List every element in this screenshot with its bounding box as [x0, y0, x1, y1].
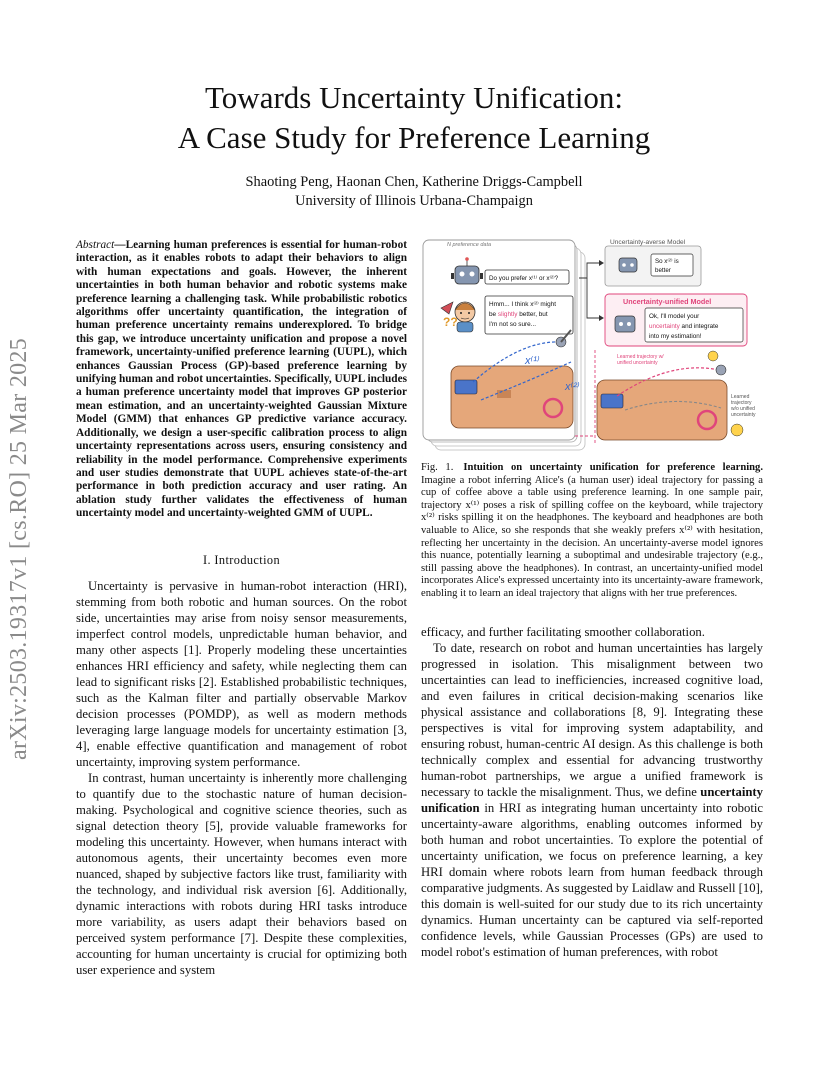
human-reply-line-2: be slightly better, but — [489, 311, 548, 318]
learned-wo-label-4: uncertainty — [731, 412, 756, 418]
right-paragraph-2: To date, research on robot and human uncertainties has largely progressed in isolation. This misalignment between two uncertainties can lead to inefficiencies, increased cognitive load, and even failures in critical decision-making scenarios like physical assistance and collaborations [8, 9]. Integrating these perspectives is vital for improving system adaptability, and ensuring robust, human-centric AI design. As this challenge is both technically complex and essential for advancing trustworthy human-robot partnerships, we argue a unified framework is necessary to tackle the misalignment. Thus, we define uncertainty unification in HRI as integrating human uncertainty into robotic uncertainty-aware algorithms, enabling outcomes informed by both human and robot uncertainties. To explore the potential of uncertainty unification, we focus on preference learning, a key HRI domain where robots learn from human feedback through comparative judgments. As suggested by Laidlaw and Russell [10], this domain is well-suited for our study due to its rich uncertainty dynamics. Human uncertainty can be captured via self-reported confidence levels, while Gaussian Processes (GPs) are used to model robot's estimation of human preferences, with robot — [421, 641, 763, 959]
learned-wo-label-2: trajectory — [731, 400, 752, 406]
title-line-2: A Case Study for Preference Learning — [177, 120, 651, 155]
human-reply-line-1: Hmm... I think x⁽²⁾ might — [489, 301, 557, 308]
right-paragraph-1: efficacy, and further facilitating smoother collaboration. — [421, 625, 705, 639]
section-heading: I. Introduction — [202, 553, 281, 567]
left-paragraph-1: Uncertainty is pervasive in human-robot interaction (HRI), stemming from both robotic and human sources. On the robot side, uncertainties may arise from noisy sensor measurements, imperfect control models, unpredictable human behavior, and many other aspects [1]. Properly modeling these uncertainties enhances HRI efficiency and safety, while neglecting them can lead to significant risks [2]. Established probabilistic techniques, such as the Kalman filter and partially observable Markov decision processes (POMDP), as well as modern methods leveraging large language models for uncertainty estimation [3, 4], enable effective quantification and management of robot uncertainty, improving system performance. — [76, 579, 407, 769]
traj-1-label: x⁽¹⁾ — [525, 355, 540, 367]
learned-wo-label-1: Learned — [731, 394, 750, 400]
averse-reply-line-1: So x⁽²⁾ is — [655, 258, 679, 265]
left-paragraph-2: In contrast, human uncertainty is inherently more challenging to quantify due to the stochastic nature of human decision-making. Psychological and cognitive science theories, such as signal detection theory [5], provide valuable frameworks for modeling this uncertainty. However, when humans interact with autonomous agents, their uncertainty becomes even more nuanced, shaped by subjective factors like trust, familiarity with the technology, and individual risk aversion [6]. Additionally, dynamic interactions with robots during HRI tasks introduce more variability, as users adapt their behaviors based on perceived system performance [7]. Despite these complexities, accounting for human uncertainty is crucial for optimizing both user experience and system — [76, 771, 407, 977]
averse-reply-line-2: better — [655, 267, 671, 274]
unified-reply-line-2: uncertainty and integrate — [649, 323, 719, 330]
author-names: Shaoting Peng, Haonan Chen, Katherine Driggs-Campbell — [245, 174, 583, 190]
abstract-text: —Learning human preferences is essential for human-robot interaction, as it enables robots to adapt their behaviors to align with human expectations and goals. However, the inherent uncertainties in both human behavior and robotic systems make preference learning a challenging task. While probabilistic robotics algorithms offer uncertainty quantification, the integration of human preference uncertainty remains underexplored. To bridge this gap, we introduce uncertainty unification and propose a novel framework, uncertainty-unified preference learning (UUPL), which enhances Gaussian Process (GP)-based preference learning by unifying human and robot uncertainties. Specifically, UUPL includes a human preference uncertainty model that improves GP posterior mean estimation, and an uncertainty-weighted Gaussian Mixture Model (GMM) that enhances GP predictive variance accuracy. Additionally, we design a user-specific calibration process to align uncertainty representations across users, ensuring consistency and reliability in the model performance. Comprehensive experiments and user studies demonstrate that UUPL achieves state-of-the-art performance in both prediction accuracy and user rating. An ablation study further validates the effectiveness of human uncertainty model and uncertainty-weighted GMM of UUPL. — [76, 239, 407, 520]
unified-robot-icon — [615, 316, 635, 332]
caption-text: Imagine a robot inferring Alice's (a human user) ideal trajectory for passing a cup of coffee above a table using preference learning. In one sample pair, trajectory x⁽¹⁾ poses a risk of spilling coffee on the keyboard, while trajectory x⁽²⁾ risks spilling it on the headphones. The keyboard and headphones are both valuable to Alice, so she responds that she weakly prefers x⁽²⁾ with hesitation, reflecting her uncertainty in the decision. An uncertainty-averse model ignores this nuance, potentially learning a suboptimal and undesirable trajectory (e.g., still passing above the headphones). In contrast, an uncertainty-unified model incorporates Alice's expressed uncertainty into its uncertainty-aware framework, enabling it to learn an ideal trajectory that aligns with her true preferences. — [421, 474, 763, 599]
learned-unified-label-2: unified uncertainty — [617, 360, 658, 366]
author-affiliation: University of Illinois Urbana-Champaign — [295, 193, 533, 209]
arxiv-stamp: arXiv:2503.19317v1 [cs.RO] 25 Mar 2025 — [6, 337, 32, 760]
left-column-body — [76, 578, 407, 978]
human-reply-line-3: I'm not so sure... — [489, 321, 537, 328]
caption-title: Intuition on uncertainty unification for preference learning. — [463, 462, 763, 473]
worried-emoji-icon — [731, 424, 743, 436]
pref-data-label: N preference data — [447, 242, 492, 248]
unified-model-title: Uncertainty-unified Model — [623, 297, 712, 306]
table-scene-right — [597, 365, 727, 440]
averse-model-title: Uncertainty-averse Model — [610, 239, 686, 246]
author-block — [0, 173, 828, 211]
figure-caption — [421, 462, 763, 601]
right-column-body — [421, 624, 763, 960]
averse-robot-icon — [619, 258, 637, 272]
figure-1 — [421, 230, 763, 455]
question-marks: ?? — [443, 315, 458, 329]
paper-title — [0, 78, 828, 158]
thumbs-up-icon — [708, 351, 718, 361]
learned-wo-label-3: w/o unified — [731, 406, 755, 412]
robot-question: Do you prefer x⁽¹⁾ or x⁽²⁾? — [489, 275, 559, 282]
learned-unified-label-1: Learned trajectory w/ — [617, 354, 664, 360]
abstract — [76, 239, 407, 521]
figure-1-illustration — [421, 230, 763, 455]
unified-reply-line-3: into my estimation! — [649, 333, 702, 340]
caption-label: Fig. 1. — [421, 462, 454, 473]
traj-2-label: x⁽²⁾ — [565, 381, 580, 393]
abstract-label: Abstract — [76, 239, 115, 251]
unified-reply-line-1: Ok, I'll model your — [649, 313, 700, 320]
title-line-1: Towards Uncertainty Unification: — [205, 80, 623, 115]
uncertainty-unification-term: uncertainty unification — [421, 785, 763, 815]
